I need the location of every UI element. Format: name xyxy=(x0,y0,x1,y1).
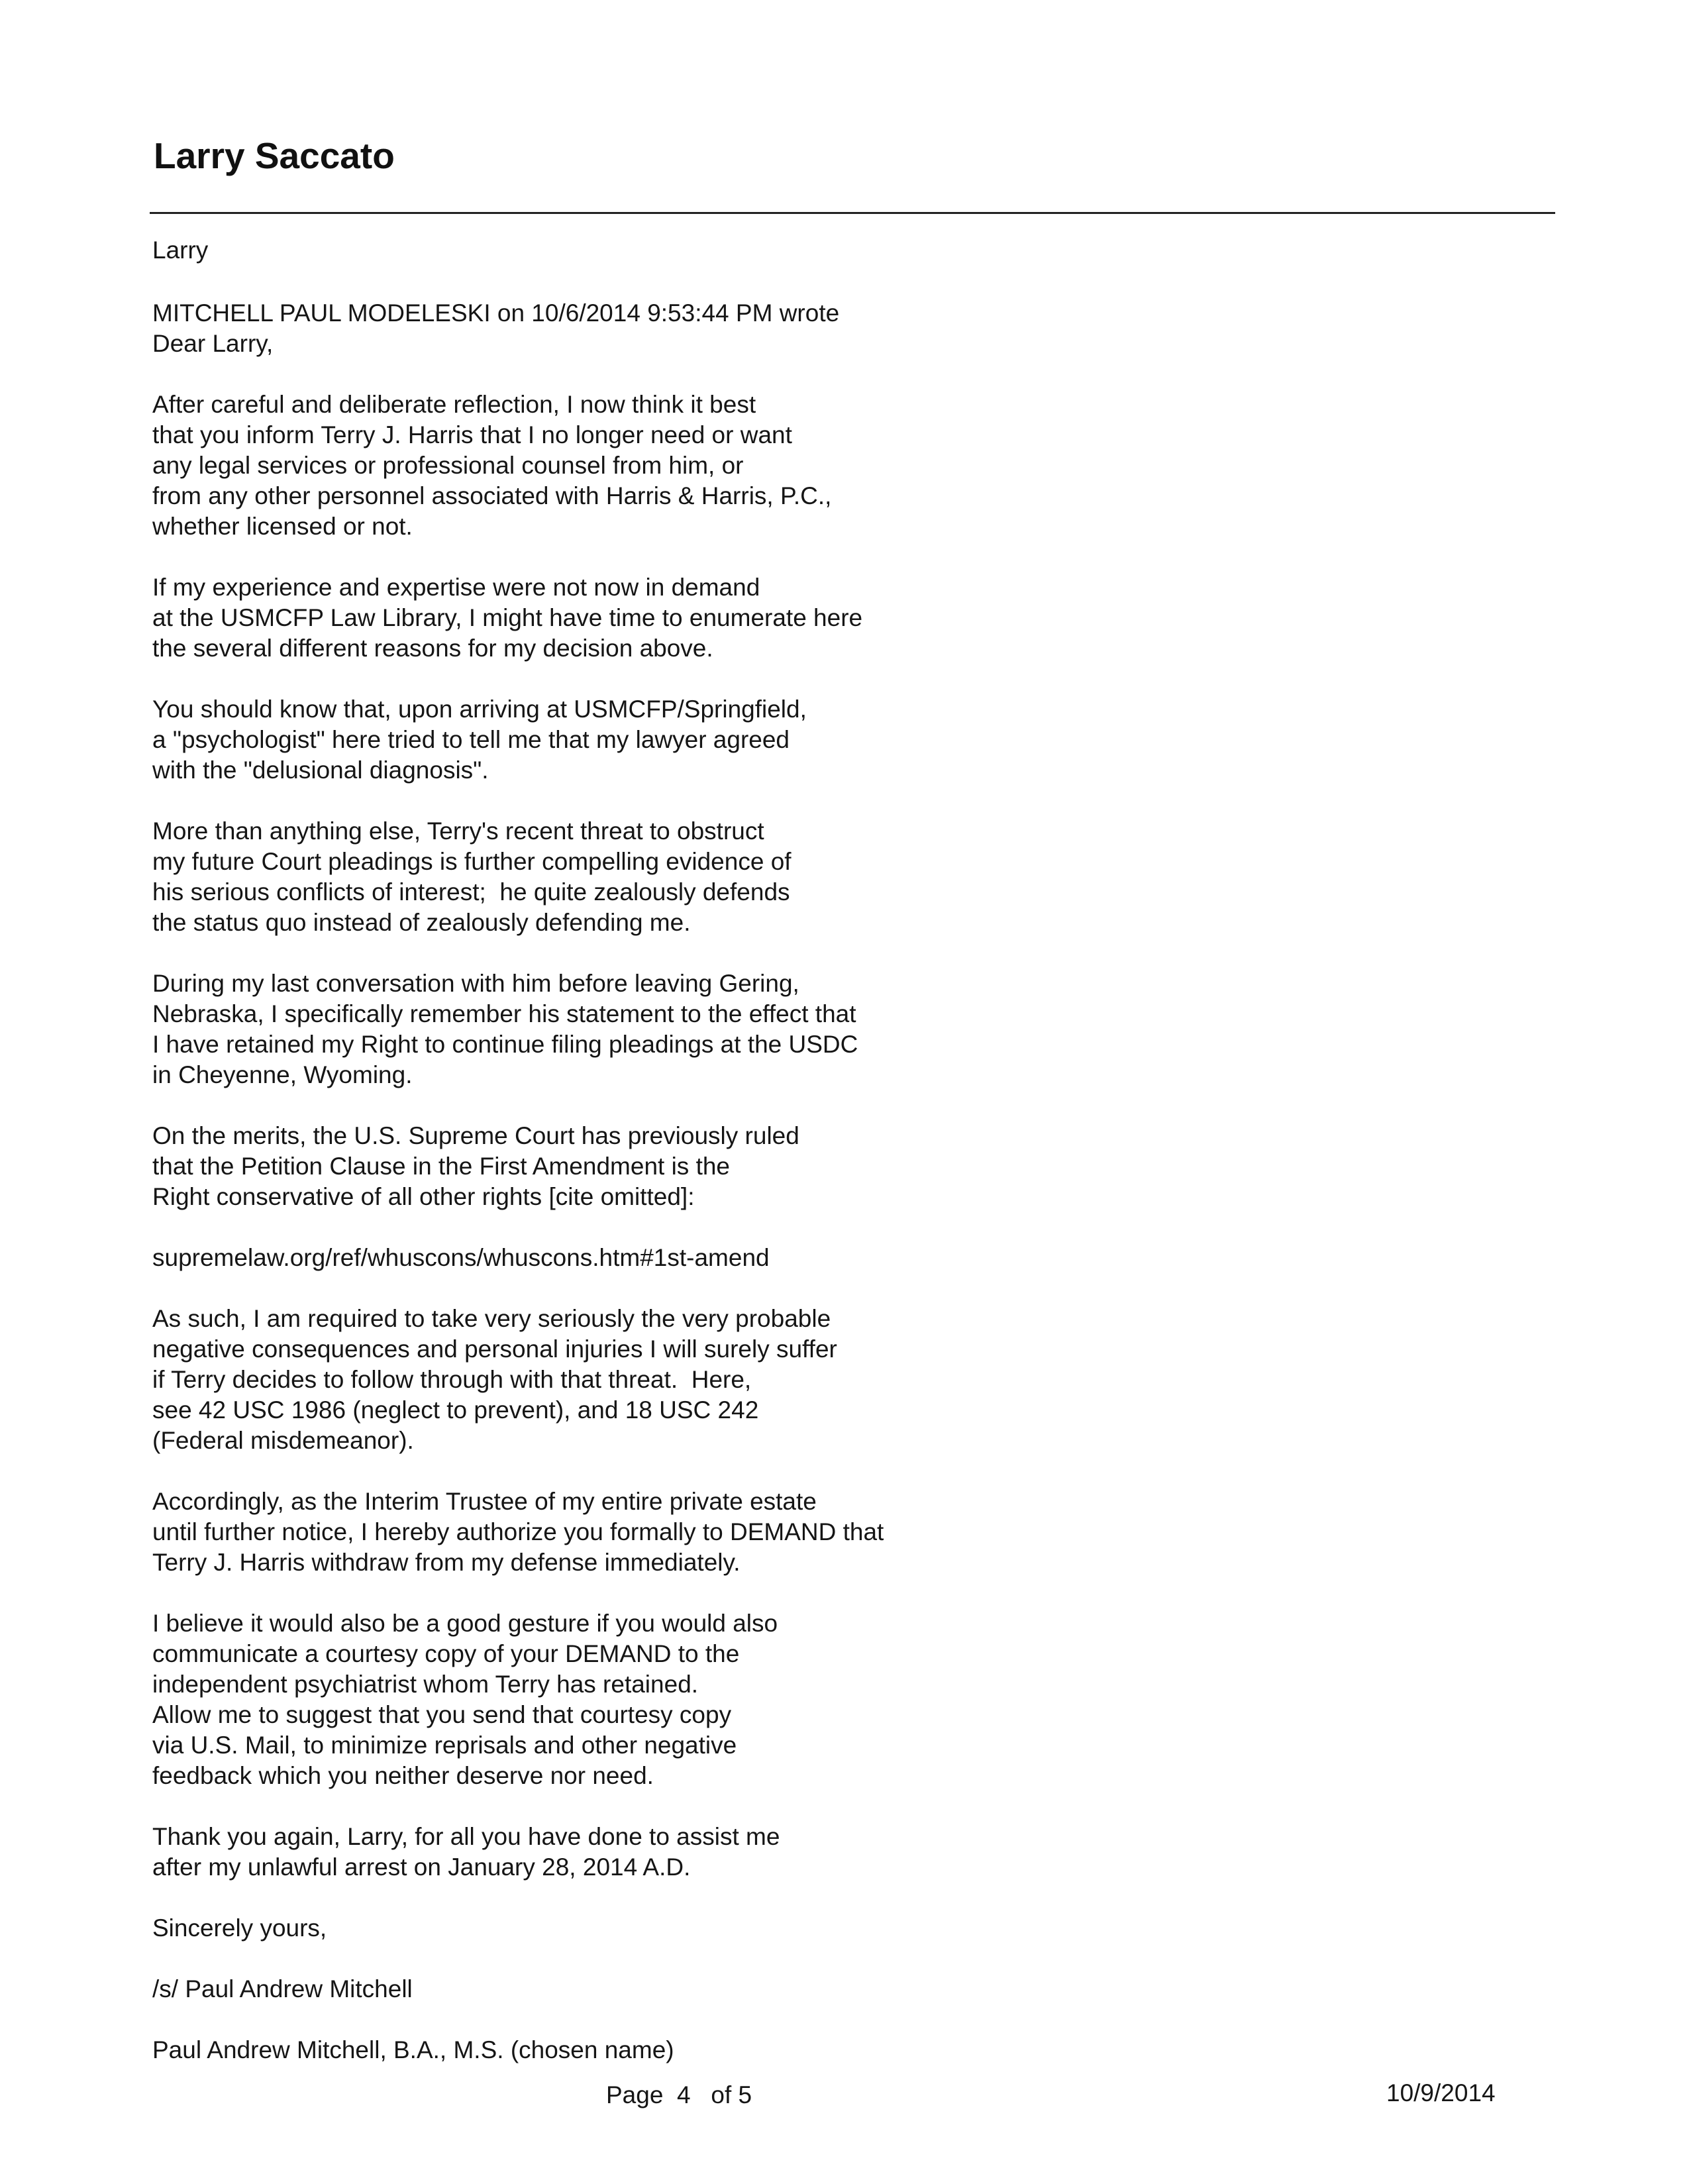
text-line: any legal services or professional counsel from him, or xyxy=(152,452,744,479)
signature-text: /s/ Paul Andrew Mitchell xyxy=(152,1975,413,2002)
sender-name-heading: Larry Saccato xyxy=(154,135,395,176)
url-text: supremelaw.org/ref/whuscons/whuscons.htm#1st-amend xyxy=(152,1244,770,1271)
text-line: the several different reasons for my decision above. xyxy=(152,635,713,662)
text-line: I believe it would also be a good gesture if you would also xyxy=(152,1610,778,1637)
text-line: Terry J. Harris withdraw from my defense immediately. xyxy=(152,1549,741,1576)
paragraph-10 xyxy=(152,1822,1411,1883)
text-line: the status quo instead of zealously defending me. xyxy=(152,909,691,936)
quote-intro: MITCHELL PAUL MODELESKI on 10/6/2014 9:53:44 PM wrote xyxy=(152,299,840,327)
reference-url xyxy=(152,1243,1411,1273)
text-line: Allow me to suggest that you send that courtesy copy xyxy=(152,1701,732,1728)
text-line: If my experience and expertise were not now in demand xyxy=(152,574,760,601)
signer-name xyxy=(152,2035,1411,2065)
message-body xyxy=(152,235,1411,2096)
paragraph-8 xyxy=(152,1486,1411,1578)
text-line: feedback which you neither deserve nor need. xyxy=(152,1762,654,1789)
text-line: that the Petition Clause in the First Amendment is the xyxy=(152,1153,731,1180)
text-line: via U.S. Mail, to minimize reprisals and other negative xyxy=(152,1732,737,1759)
text-line: his serious conflicts of interest; he quite zealously defends xyxy=(152,878,790,906)
text-line: my future Court pleadings is further compelling evidence of xyxy=(152,848,792,875)
paragraph-4 xyxy=(152,816,1411,938)
text-line: communicate a courtesy copy of your DEMAND to the xyxy=(152,1640,740,1667)
to-line: Larry xyxy=(152,236,209,264)
page-number: Page 4 of 5 xyxy=(606,2081,752,2108)
greeting: Dear Larry, xyxy=(152,330,274,357)
text-line: with the "delusional diagnosis". xyxy=(152,756,489,784)
closing-text: Sincerely yours, xyxy=(152,1914,327,1942)
paragraph-3 xyxy=(152,694,1411,786)
header-divider xyxy=(150,212,1555,214)
text-line: that you inform Terry J. Harris that I no longer need or want xyxy=(152,421,792,448)
text-line: after my unlawful arrest on January 28, 2014 A.D. xyxy=(152,1853,691,1881)
text-line: During my last conversation with him before leaving Gering, xyxy=(152,970,799,997)
text-line: I have retained my Right to continue filing pleadings at the USDC xyxy=(152,1031,858,1058)
paragraph-5 xyxy=(152,968,1411,1090)
closing xyxy=(152,1913,1411,1944)
signature xyxy=(152,1974,1411,2004)
text-line: Accordingly, as the Interim Trustee of my entire private estate xyxy=(152,1488,817,1515)
text-line: independent psychiatrist whom Terry has retained. xyxy=(152,1671,699,1698)
text-line: at the USMCFP Law Library, I might have time to enumerate here xyxy=(152,604,863,631)
text-line: (Federal misdemeanor). xyxy=(152,1427,414,1454)
text-line: negative consequences and personal injuries I will surely suffer xyxy=(152,1335,837,1363)
text-line: After careful and deliberate reflection, I now think it best xyxy=(152,391,756,418)
text-line: You should know that, upon arriving at USMCFP/Springfield, xyxy=(152,696,807,723)
text-line: As such, I am required to take very seriously the very probable xyxy=(152,1305,831,1332)
paragraph-9 xyxy=(152,1608,1411,1791)
quote-header xyxy=(152,298,1411,359)
text-line: On the merits, the U.S. Supreme Court has previously ruled xyxy=(152,1122,799,1149)
text-line: Thank you again, Larry, for all you have done to assist me xyxy=(152,1823,780,1850)
text-line: from any other personnel associated with Harris & Harris, P.C., xyxy=(152,482,832,509)
paragraph-7 xyxy=(152,1304,1411,1456)
paragraph-6 xyxy=(152,1121,1411,1212)
text-line: a "psychologist" here tried to tell me that my lawyer agreed xyxy=(152,726,790,753)
paragraph-1 xyxy=(152,390,1411,542)
signer-text: Paul Andrew Mitchell, B.A., M.S. (chosen name) xyxy=(152,2036,674,2063)
text-line: whether licensed or not. xyxy=(152,513,413,540)
text-line: More than anything else, Terry's recent threat to obstruct xyxy=(152,817,764,845)
text-line: if Terry decides to follow through with that threat. Here, xyxy=(152,1366,752,1393)
text-line: Nebraska, I specifically remember his statement to the effect that xyxy=(152,1000,856,1027)
text-line: Right conservative of all other rights [cite omitted]: xyxy=(152,1183,695,1210)
text-line: see 42 USC 1986 (neglect to prevent), and 18 USC 242 xyxy=(152,1396,759,1424)
text-line: in Cheyenne, Wyoming. xyxy=(152,1061,413,1088)
print-date: 10/9/2014 xyxy=(1386,2079,1496,2106)
text-line: until further notice, I hereby authorize you formally to DEMAND that xyxy=(152,1518,884,1545)
paragraph-2 xyxy=(152,572,1411,664)
